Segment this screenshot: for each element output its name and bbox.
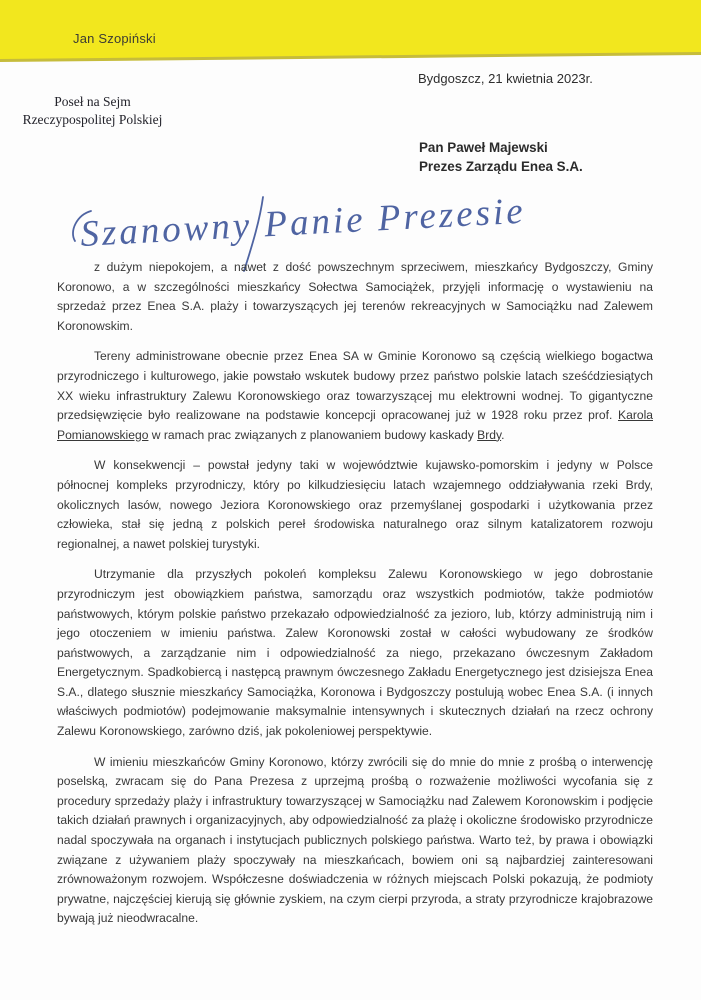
paragraph <box>57 565 653 741</box>
sender-title-line1: Poseł na Sejm <box>54 94 131 109</box>
text-run: w ramach prac związanych z planowaniem budowy kaskady <box>148 427 478 442</box>
underlined-text: Karola Pomianowskiego <box>57 408 653 442</box>
text-run: . <box>501 427 505 442</box>
letter-body <box>57 258 653 940</box>
underlined-text: Brdy <box>477 427 502 442</box>
recipient-name: Pan Paweł Majewski <box>419 140 548 155</box>
dateline: Bydgoszcz, 21 kwietnia 2023r. <box>418 71 593 86</box>
paragraph <box>57 456 653 554</box>
handwritten-salutation-text: Szanowny Panie Prezesie <box>79 190 527 255</box>
paragraph <box>57 258 653 336</box>
text-run: Tereny administrowane obecnie przez Enea SA w Gminie Koronowo są częścią wielkiego bogactwa przyrodniczego i kulturowego, jakie powstało wskutek budowy przez państwo polskie latach sześćdziesiątych XX wieku infrastruktury Zalewu Koronowskiego oraz towarzyszącej mu elektrowni wodnej. To gigantyczne przedsięwzięcie było realizowane na podstawie koncepcji opracowanej już w 1928 roku przez prof. <box>57 349 653 423</box>
sender-block <box>20 93 165 128</box>
sender-title-line2: Rzeczypospolitej Polskiej <box>22 111 163 127</box>
text-run: W konsekwencji – powstał jedyny taki w województwie kujawsko-pomorskim i jedyny w Polsce północnej kompleks przyrodniczy, który po kilkudziesięciu latach wzajemnego oddziaływania rzeki Brdy, okolicznych lasów, nowego Jeziora Koronowskiego oraz przemyślanej gospodarki i użytkowania przez człowieka, stał się jedną z polskich pereł środowiska naturalnego oraz silnym katalizatorem rozwoju regionalnej, a nawet polskiej turystyki. <box>57 458 653 551</box>
paragraph <box>57 347 653 445</box>
text-run: Utrzymanie dla przyszłych pokoleń kompleksu Zalewu Koronowskiego w jego dobrostanie przyrodniczym jest obowiązkiem państwa, samorządu oraz wszystkich podmiotów, także podmiotów państwowych, którym polskie państwo przekazało odpowiedzialność za jezioro, lub, którzy administrują nim i jego otoczeniem w imieniu państwa. Zalew Koronowski został w całości wybudowany ze środków państwowych, a zarządzanie nim i odpowiedzialność za niego, przekazano ówczesnym Zakładom Energetycznym. Spadkobiercą i następcą prawnym ówczesnego Zakładu Energetycznego jest dzisiejsza Enea S.A., dlatego słusznie mieszkańcy Samociążka, Koronowa i Bydgoszczy postulują wobec Enea S.A. (i innych właściwych podmiotów) podejmowanie maksymalnie intensywnych i skutecznych działań na rzecz ochrony Zalewu Koronowskiego, zarówno dziś, jak pokoleniowej perspektywie. <box>57 567 653 739</box>
text-run: W imieniu mieszkańców Gminy Koronowo, którzy zwrócili się do mnie do mnie z prośbą o interwencję poselską, zwracam się do Pana Prezesa z uprzejmą prośbą o rozważenie możliwości wycofania się z procedury sprzedaży plaży i infrastruktury towarzyszącej w Samociążku nad Zalewem Koronowskim i podjęcie takich działań prawnych i organizacyjnych, aby odpowiedzialność za plażę i okoliczne środowisko przyrodnicze nadal spoczywała na organach i instytucjach publicznych polskiego państwa. Warto też, by prawa i obowiązki związane z używaniem plaży spoczywały na mieszkańcach, bowiem oni są najbardziej zainteresowani zrównoważonym rozwojem. Współczesne doświadczenia w różnych miejscach Polski pokazują, że podmioty prywatne, najczęściej kierują się głównie zyskiem, na czym cierpi przyroda, a straty przyrodnicze krajobrazowe bywają już nieodwracalne. <box>57 754 653 926</box>
recipient-block <box>419 139 583 176</box>
text-run: z dużym niepokojem, a nawet z dość powszechnym sprzeciwem, mieszkańcy Bydgoszczy, Gminy Koronowo, a w szczególności mieszkańcy Sołectwa Samociążek, przyjęli informację o wystawieniu na sprzedaż przez Enea S.A. plaży i towarzyszących jej terenów rekreacyjnych w Samociążku nad Zalewem Koronowskim. <box>57 260 653 333</box>
paragraph <box>57 753 653 929</box>
recipient-position: Prezes Zarządu Enea S.A. <box>419 158 583 174</box>
letterhead-author-name: Jan Szopiński <box>73 31 156 46</box>
